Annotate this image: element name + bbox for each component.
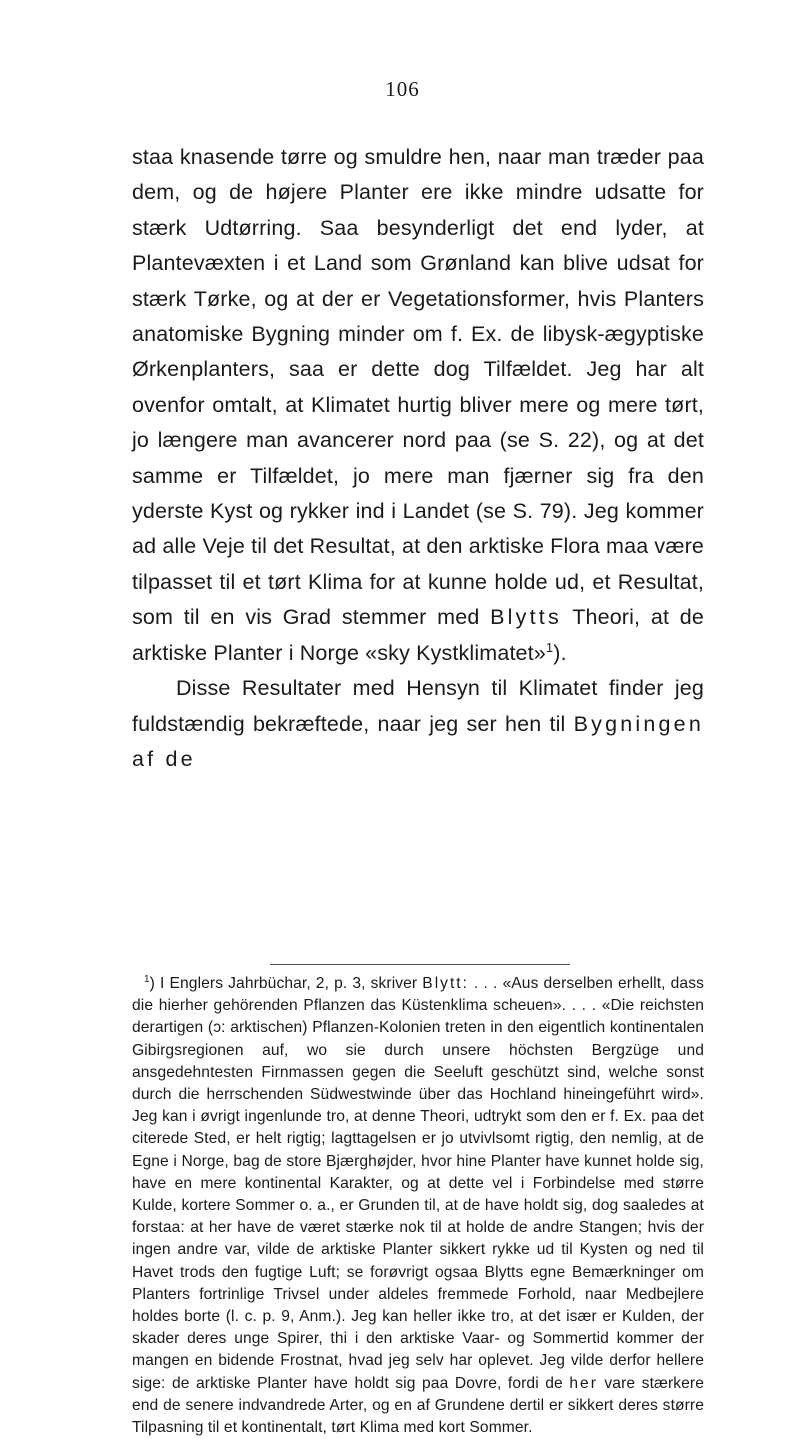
footnote-text-b: . . . «Aus derselben erhellt, dass die hierher gehörenden Pflanzen das Küstenklima scheuen». . . . «Die reichsten derartigen (ɔ: arktischen) Pflanzen-Kolonien treten in den eigentlich kontinentalen Gibirgsregionen auf, wo sie durch unsere höchsten Bergzüge und ansgedehntesten Firnmassen gegen die Seeluft geschützt sind, welche sonst durch die herrschenden Südwestwinde über das Hochland hineingeführt wird». Jeg kan i øvrigt ingenlunde tro, at denne Theori, udtrykt som den er f. Ex. paa det citerede Sted, er helt rigtig; lagttagelsen er jo utvivlsomt rigtig, den nemlig, at de Egne i Norge, bag de store Bjærghøjder, hvor hine Planter have kunnet holde sig, have en mere kontinental Karakter, og at dette vel i Forbindelse med større Kulde, kortere Sommer o. a., er Grunden til, at de have holdt sig, dog saaledes at forstaa: at her have de været stærke nok til at holde de andre Stangen; hvis der ingen andre var, vilde de arktiske Planter sikkert rykke ud til Kysten og ned til Havet trods den fugtige Luft; se forøvrigt ogsaa Blytts egne Bemærkninger om Planters fortrinlige Trivsel under aldeles fremmede Forhold, naar Medbejlere holdes borte (l. c. p. 9, Anm.). Jeg kan heller ikke tro, at det især er Kulden, der skader deres unge Spirer, thi i den arktiske Vaar- og Sommertid kommer der mangen en bidende Frostnat, hvad jeg selv har oplevet. Jeg vilde derfor hellere sige: de arktiske Planter have holdt sig paa Dovre, fordi de (132, 975, 704, 1392)
paragraph-1-text-c: ). (553, 640, 567, 665)
footnote-text-c: vare stærkere end de senere indvandrede Arter, og en af Grundene dertil er sikkert deres større Tilpasning til et kontinentalt, tørt Klima med kort Sommer. (132, 1374, 704, 1437)
footnote-text-a: ) I Englers Jahrbüchar, 2, p. 3, skriver (149, 975, 423, 992)
footnote-reference: 1 (545, 639, 554, 655)
footnote-divider (270, 964, 570, 965)
paragraph-1-text-a: staa knasende tørre og smuldre hen, naar man træder paa dem, og de højere Planter ere ikke mindre udsatte for stærk Udtørring. Saa besynderligt det end lyder, at Plantevæxten i et Land som Grønland kan blive udsat for stærk Tørke, og at der er Vegetationsformer, hvis Planters anatomiske Bygning minder om f. Ex. de libysk-ægyptiske Ørkenplanters, saa er dette dog Tilfældet. Jeg har alt ovenfor omtalt, at Klimatet hurtig bliver mere og mere tørt, jo længere man avancerer nord paa (se S. 22), og at det samme er Tilfældet, jo mere man fjærner sig fra den yderste Kyst og rykker ind i Landet (se S. 79). Jeg kommer ad alle Veje til det Resultat, at den arktiske Flora maa være tilpasset til et tørt Klima for at kunne holde ud, et Resultat, som til en vis Grad stemmer med (132, 145, 705, 630)
footnote-paragraph (132, 973, 704, 1439)
footnote-mark: 1 (144, 973, 150, 985)
footnote-emphasis-spaced: her (569, 1374, 598, 1392)
emphasis-spaced: Bygningen af de (132, 711, 704, 771)
author-name-spaced: Blytts (490, 605, 562, 630)
footnote (132, 973, 704, 1439)
page-number: 106 (385, 77, 420, 101)
footnote-author-spaced: Blytt: (422, 975, 469, 992)
paragraph-2-text-a: Disse Resultater med Hensyn til Klimatet finder jeg fuldstændig bekræftede, naar jeg ser hen til (132, 676, 704, 736)
paragraph-1 (132, 140, 704, 671)
paragraph-2 (132, 671, 704, 777)
paragraph-1-text-b: Theori, at de arktiske Planter i Norge «sky Kystklimatet» (132, 605, 704, 665)
main-text (132, 140, 704, 777)
